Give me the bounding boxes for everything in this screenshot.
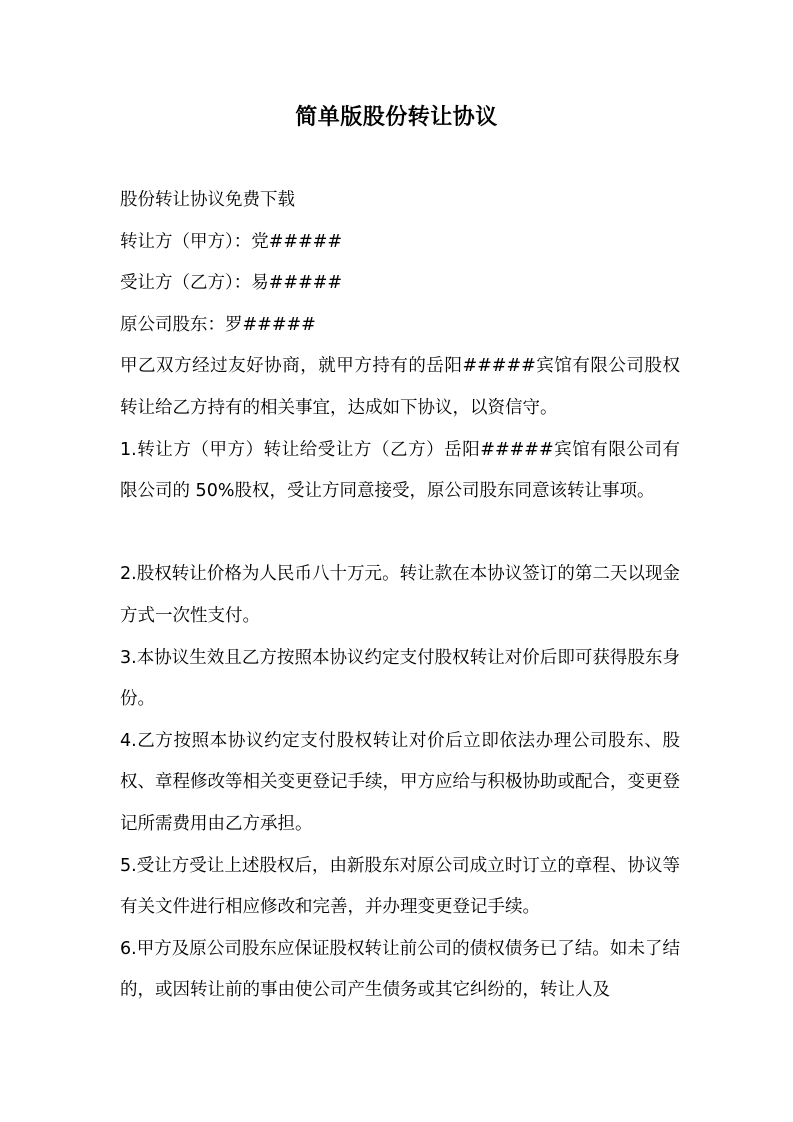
paragraph-clause-3: 3.本协议生效且乙方按照本协议约定支付股权转让对价后即可获得股东身份。	[120, 647, 680, 710]
document-title: 简单版股份转让协议	[295, 105, 498, 130]
paragraph-preamble: 甲乙双方经过友好协商，就甲方持有的岳阳#####宾馆有限公司股权转让给乙方持有的相关事宜，达成如下协议，以资信守。	[120, 356, 680, 418]
paragraph-transferor: 转让方（甲方）：党#####	[120, 231, 343, 252]
paragraph-clause-2: 2.股权转让价格为人民币八十万元。转让款在本协议签订的第二天以现金方式一次性支付。	[120, 564, 680, 626]
paragraph-clause-6: 6.甲方及原公司股东应保证股权转让前公司的债权债务已了结。如未了结的，或因转让前的事由使公司产生债务或其它纠纷的，转让人及	[120, 938, 680, 1001]
document-body	[120, 180, 680, 1012]
paragraph-original-shareholder: 原公司股东：罗#####	[120, 314, 316, 335]
paragraph-clause-5: 5.受让方受让上述股权后，由新股东对原公司成立时订立的章程、协议等有关文件进行相应修改和完善，并办理变更登记手续。	[120, 855, 680, 918]
paragraph-spacer	[120, 513, 680, 555]
paragraph-clause-1: 1.转让方（甲方）转让给受让方（乙方）岳阳#####宾馆有限公司有限公司的 50%股权，受让方同意接受，原公司股东同意该转让事项。	[120, 439, 680, 502]
paragraph-download-note: 股份转让协议免费下载	[120, 190, 295, 210]
paragraph-clause-4: 4.乙方按照本协议约定支付股权转让对价后立即依法办理公司股东、股权、章程修改等相关变更登记手续，甲方应给与积极协助或配合，变更登记所需费用由乙方承担。	[120, 730, 680, 834]
paragraph-transferee: 受让方（乙方）：易#####	[120, 273, 343, 294]
